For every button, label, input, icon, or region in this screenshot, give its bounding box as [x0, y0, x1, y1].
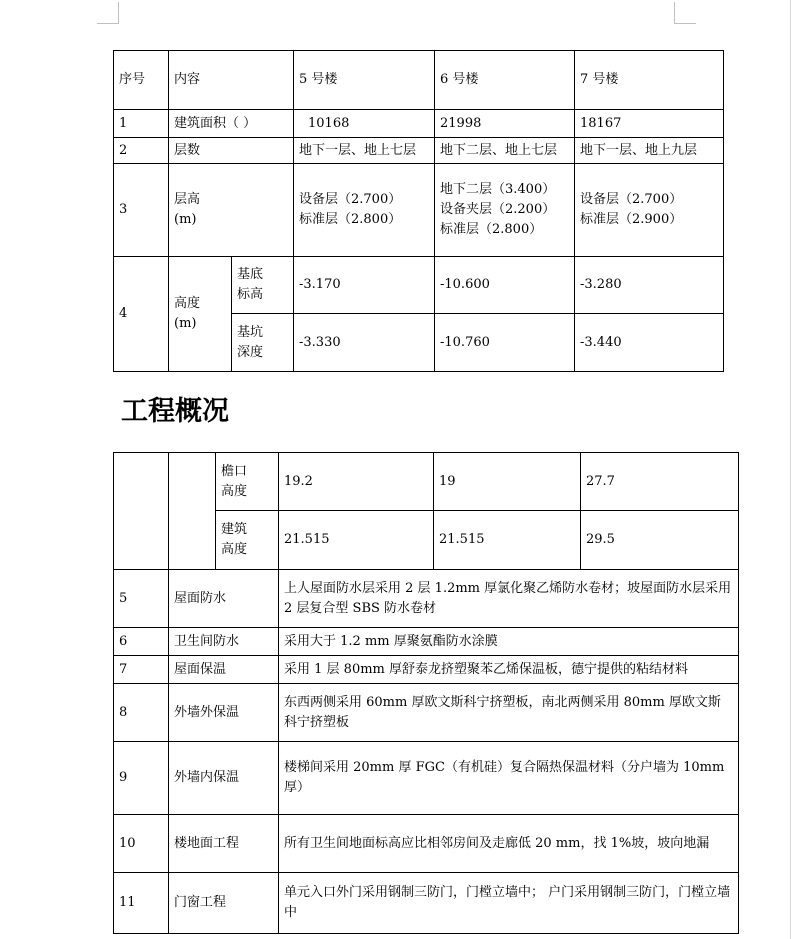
page-corner-mark-top-left: [97, 2, 119, 24]
row-6-item: 卫生间防水: [168, 627, 279, 656]
row-4-sub-2-building-7: -3.440: [574, 313, 724, 372]
row-1-item: 建筑面积（ ）: [168, 109, 294, 138]
row-3-building-5: 设备层（2.700） 标准层（2.800）: [293, 163, 435, 257]
row-11-item: 门窗工程: [168, 872, 279, 934]
building-height-building-6: 21.515: [433, 510, 581, 570]
cont-item: [168, 452, 216, 570]
row-4-no: 4: [113, 256, 169, 372]
section-heading: 工程概况: [121, 396, 229, 427]
row-8-item: 外墙外保温: [168, 683, 279, 742]
row-10-item: 楼地面工程: [168, 814, 279, 873]
row-7-desc: 采用 1 层 80mm 厚舒泰龙挤塑聚苯乙烯保温板，德宁提供的粘结材料: [278, 655, 739, 684]
row-4-sub-2-label: 基坑 深度: [231, 313, 294, 372]
row-6-no: 6: [113, 627, 169, 656]
row-8-no: 8: [113, 683, 169, 742]
row-3-item: 层高 (m): [168, 163, 294, 257]
eave-height-label: 檐口 高度: [215, 452, 279, 511]
eave-height-building-6: 19: [433, 452, 581, 511]
row-2-building-7: 地下一层、地上九层: [574, 137, 724, 164]
row-7-no: 7: [113, 655, 169, 684]
row-5-item: 屋面防水: [168, 569, 279, 628]
row-9-desc: 楼梯间采用 20mm 厚 FGC（有机硅）复合隔热保温材料（分户墙为 10mm 厚）: [278, 741, 739, 815]
page-corner-mark-top-right: [674, 2, 696, 24]
row-4-sub-1-building-5: -3.170: [293, 256, 435, 314]
header-building-6: 6 号楼: [434, 50, 575, 110]
page-edge: [790, 0, 791, 939]
eave-height-building-5: 19.2: [278, 452, 434, 511]
header-building-7: 7 号楼: [574, 50, 724, 110]
row-1-building-7: 18167: [574, 109, 724, 138]
row-2-no: 2: [113, 137, 169, 164]
row-3-no: 3: [113, 163, 169, 257]
row-4-sub-2-building-5: -3.330: [293, 313, 435, 372]
cont-no: [113, 452, 169, 570]
row-9-no: 9: [113, 741, 169, 815]
row-10-desc: 所有卫生间地面标高应比相邻房间及走廊低 20 mm，找 1%坡，坡向地漏: [278, 814, 739, 873]
row-4-sub-1-label: 基底 标高: [231, 256, 294, 314]
row-4-sub-1-building-7: -3.280: [574, 256, 724, 314]
row-2-building-5: 地下一层、地上七层: [293, 137, 435, 164]
row-8-desc: 东西两侧采用 60mm 厚欧文斯科宁挤塑板，南北两侧采用 80mm 厚欧文斯科宁挤塑板: [278, 683, 739, 742]
row-9-item: 外墙内保温: [168, 741, 279, 815]
row-11-desc: 单元入口外门采用钢制三防门，门樘立墙中； 户门采用钢制三防门，门樘立墙中: [278, 872, 739, 934]
building-height-building-7: 29.5: [580, 510, 739, 570]
row-3-building-6: 地下二层（3.400） 设备夹层（2.200） 标准层（2.800）: [434, 163, 575, 257]
eave-height-building-7: 27.7: [580, 452, 739, 511]
building-height-label: 建筑 高度: [215, 510, 279, 570]
row-5-desc: 上人屋面防水层采用 2 层 1.2mm 厚氯化聚乙烯防水卷材；坡屋面防水层采用 2 层复合型 SBS 防水卷材: [278, 569, 739, 628]
row-3-building-7: 设备层（2.700） 标准层（2.900）: [574, 163, 724, 257]
header-content: 内容: [168, 50, 294, 110]
row-1-building-5: 10168: [293, 109, 435, 138]
row-5-no: 5: [113, 569, 169, 628]
row-4-item: 高度 (m): [168, 256, 232, 372]
row-2-building-6: 地下二层、地上七层: [434, 137, 575, 164]
row-4-sub-1-building-6: -10.600: [434, 256, 575, 314]
row-1-no: 1: [113, 109, 169, 138]
row-2-item: 层数: [168, 137, 294, 164]
row-1-building-6: 21998: [434, 109, 575, 138]
row-6-desc: 采用大于 1.2 mm 厚聚氨酯防水涂膜: [278, 627, 739, 656]
building-height-building-5: 21.515: [278, 510, 434, 570]
row-11-no: 11: [113, 872, 169, 934]
row-10-no: 10: [113, 814, 169, 873]
header-no: 序号: [113, 50, 169, 110]
header-building-5: 5 号楼: [293, 50, 435, 110]
row-4-sub-2-building-6: -10.760: [434, 313, 575, 372]
row-7-item: 屋面保温: [168, 655, 279, 684]
